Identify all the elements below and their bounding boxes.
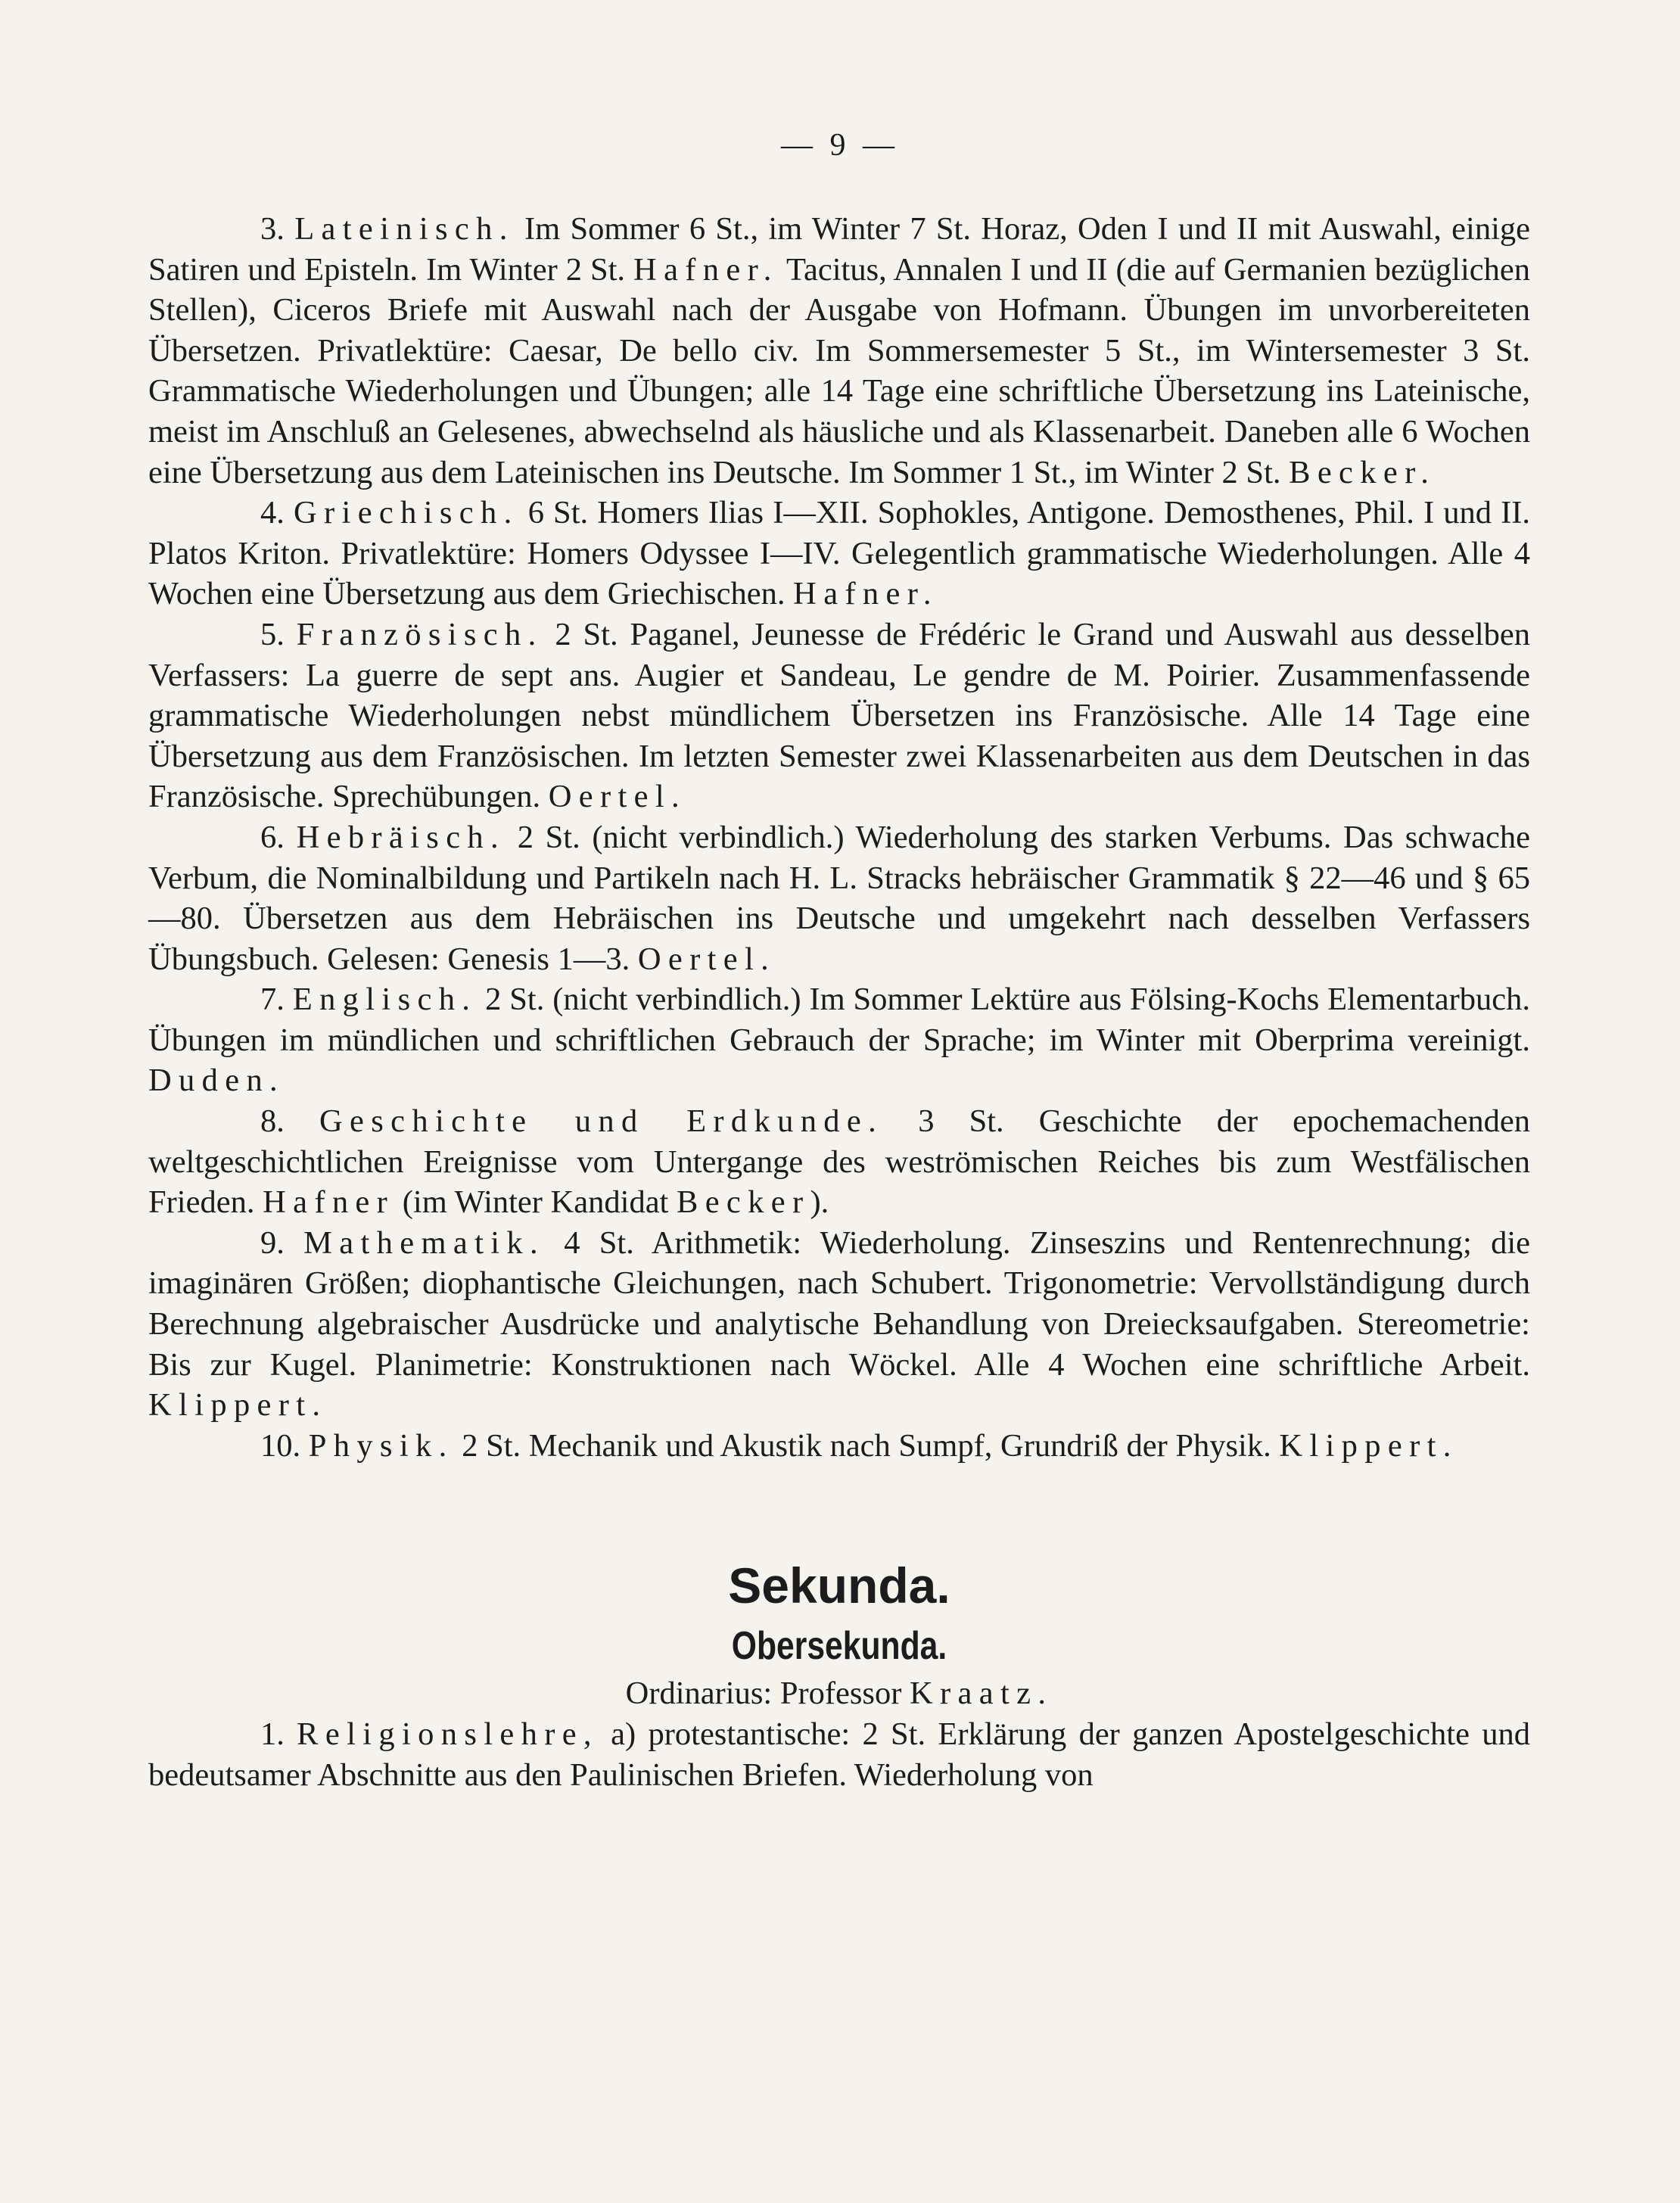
teacher-name: Klippert. — [148, 1387, 328, 1424]
item-number: 8. — [260, 1103, 285, 1140]
subject-heading: Religionslehre, — [297, 1716, 599, 1752]
subject-heading: Lateinisch. — [294, 211, 515, 247]
subject-heading: Geschichte und Erdkunde. — [319, 1103, 884, 1140]
teacher-name: Hafner. — [793, 576, 938, 612]
paragraph-text: 4 St. Arithmetik: Wiederholung. Zinseszins und Rentenrechnung; die imaginären Größen; diophantische Gleichungen, nach Schubert. Trigonometrie: Vervollständigung durch Berechnung algebraischer Ausdrücke und analytische Behandlung von Dreiecksaufgaben. Stereometrie: Bis zur Kugel. Planimetrie: Konstruktionen nach Wöckel. Alle 4 Wochen eine schriftliche Arbeit. — [148, 1224, 1530, 1383]
paragraph-hebrew — [148, 817, 1530, 979]
item-number: 5. — [260, 616, 285, 652]
subject-heading: Englisch. — [292, 982, 478, 1018]
teacher-name: Oertel. — [637, 941, 776, 977]
page-number: — 9 — — [781, 128, 899, 163]
teacher-name: Hafner — [263, 1184, 395, 1221]
ordinarius-name: Kraatz. — [910, 1676, 1053, 1712]
ordinarius-label: Ordinarius: Professor — [625, 1676, 910, 1712]
paragraph-french — [148, 615, 1530, 817]
section-subtitle: Obersekunda. — [731, 1624, 947, 1669]
paragraph-text: Im Sommer 6 St., im Winter 7 St. Horaz, Oden I und II mit Auswahl, einige Satiren und Episteln. Im Winter 2 St. — [148, 211, 1530, 288]
ordinarius-line — [148, 1673, 1530, 1714]
paragraph-text: a) protestantische: 2 St. Erklärung der ganzen Apostelgeschichte und bedeutsamer Abschnitte aus den Paulinischen Briefen. Wiederholung von — [148, 1716, 1530, 1793]
subject-heading: Hebräisch. — [296, 819, 506, 855]
teacher-name: Becker — [677, 1184, 810, 1221]
body-text — [148, 209, 1530, 1795]
paragraph-text: 3 St. Geschichte der epochemachenden weltgeschichtlichen Ereignisse vom Untergange des weströmischen Reiches bis zum Westfälischen Frieden. — [148, 1103, 1530, 1221]
subject-heading: Physik. — [308, 1427, 454, 1464]
subject-heading: Französisch. — [296, 616, 543, 652]
paragraph-text: 6 St. Homers Ilias I—XII. Sophokles, Antigone. Demosthenes, Phil. I und II. Platos Kriton. Privatlektüre: Homers Odyssee I—IV. Gelegentlich grammatische Wiederholungen. Alle 4 Wochen eine Übersetzung aus dem Griechischen. — [148, 495, 1531, 612]
section-heading-block — [148, 1552, 1530, 1714]
teacher-name: Oertel. — [548, 779, 687, 815]
paragraph-physics — [148, 1426, 1530, 1467]
subject-heading: Mathematik. — [303, 1224, 545, 1261]
paragraph-text: 2 St. Mechanik und Akustik nach Sumpf, Grundriß der Physik. — [453, 1427, 1280, 1464]
item-number: 6. — [260, 819, 285, 855]
paragraph-english — [148, 979, 1530, 1101]
paragraph-math — [148, 1223, 1530, 1426]
teacher-name: Becker. — [1289, 454, 1436, 490]
item-number: 7. — [260, 982, 285, 1018]
paragraph-latin — [148, 209, 1530, 493]
paragraph-text: (im Winter Kandidat — [394, 1184, 677, 1221]
teacher-name: Duden. — [148, 1063, 285, 1099]
paragraph-text: 2 St. Paganel, Jeunesse de Frédéric le Grand und Auswahl aus desselben Verfassers: La guerre de sept ans. Augier et Sandeau, Le gendre de M. Poirier. Zusammenfassende grammatische Wiederholungen nebst mündlichem Übersetzen ins Französische. Alle 14 Tage eine Übersetzung aus dem Französischen. Im letzten Semester zwei Klassenarbeiten aus dem Deutschen in das Französische. Sprechübungen. — [148, 616, 1530, 815]
paragraph-text: Tacitus, Annalen I und II (die auf Germanien bezüglichen Stellen), Ciceros Briefe mit Auswahl nach der Ausgabe von Hofmann. Übungen im unvorbereiteten Übersetzen. Privatlektüre: Caesar, De bello civ. Im Sommersemester 5 St., im Wintersemester 3 St. Grammatische Wiederholungen und Übungen; alle 14 Tage eine schriftliche Übersetzung ins Lateinische, meist im Anschluß an Gelesenes, abwechselnd als häusliche und als Klassenarbeit. Daneben alle 6 Wochen eine Übersetzung aus dem Lateinischen ins Deutsche. Im Sommer 1 St., im Winter 2 St. — [148, 251, 1530, 490]
paragraph-text: 2 St. (nicht verbindlich.) Im Sommer Lektüre aus Fölsing-Kochs Elementarbuch. Übungen im mündlichen und schriftlichen Gebrauch der Sprache; im Winter mit Oberprima vereinigt. — [148, 982, 1531, 1058]
section-title: Sekunda. — [728, 1557, 950, 1614]
subject-heading: Griechisch. — [294, 495, 519, 531]
teacher-name: Hafner. — [633, 251, 779, 288]
item-number: 1. — [260, 1716, 285, 1752]
paragraph-history — [148, 1101, 1530, 1223]
paragraph-text: 2 St. (nicht verbindlich.) Wiederholung des starken Verbums. Das schwache Verbum, die Nominalbildung und Partikeln nach H. L. Stracks hebräischer Grammatik § 22—46 und § 65—80. Übersetzen aus dem Hebräischen ins Deutsche und umgekehrt nach desselben Verfassers Übungsbuch. Gelesen: Genesis 1—3. — [148, 819, 1530, 977]
teacher-name: Klippert. — [1279, 1427, 1458, 1464]
paragraph-religion — [148, 1714, 1530, 1795]
item-number: 10. — [260, 1427, 301, 1464]
item-number: 3. — [260, 211, 285, 247]
item-number: 9. — [260, 1224, 285, 1261]
paragraph-greek — [148, 493, 1530, 615]
paragraph-text: ). — [810, 1184, 829, 1221]
item-number: 4. — [260, 495, 285, 531]
